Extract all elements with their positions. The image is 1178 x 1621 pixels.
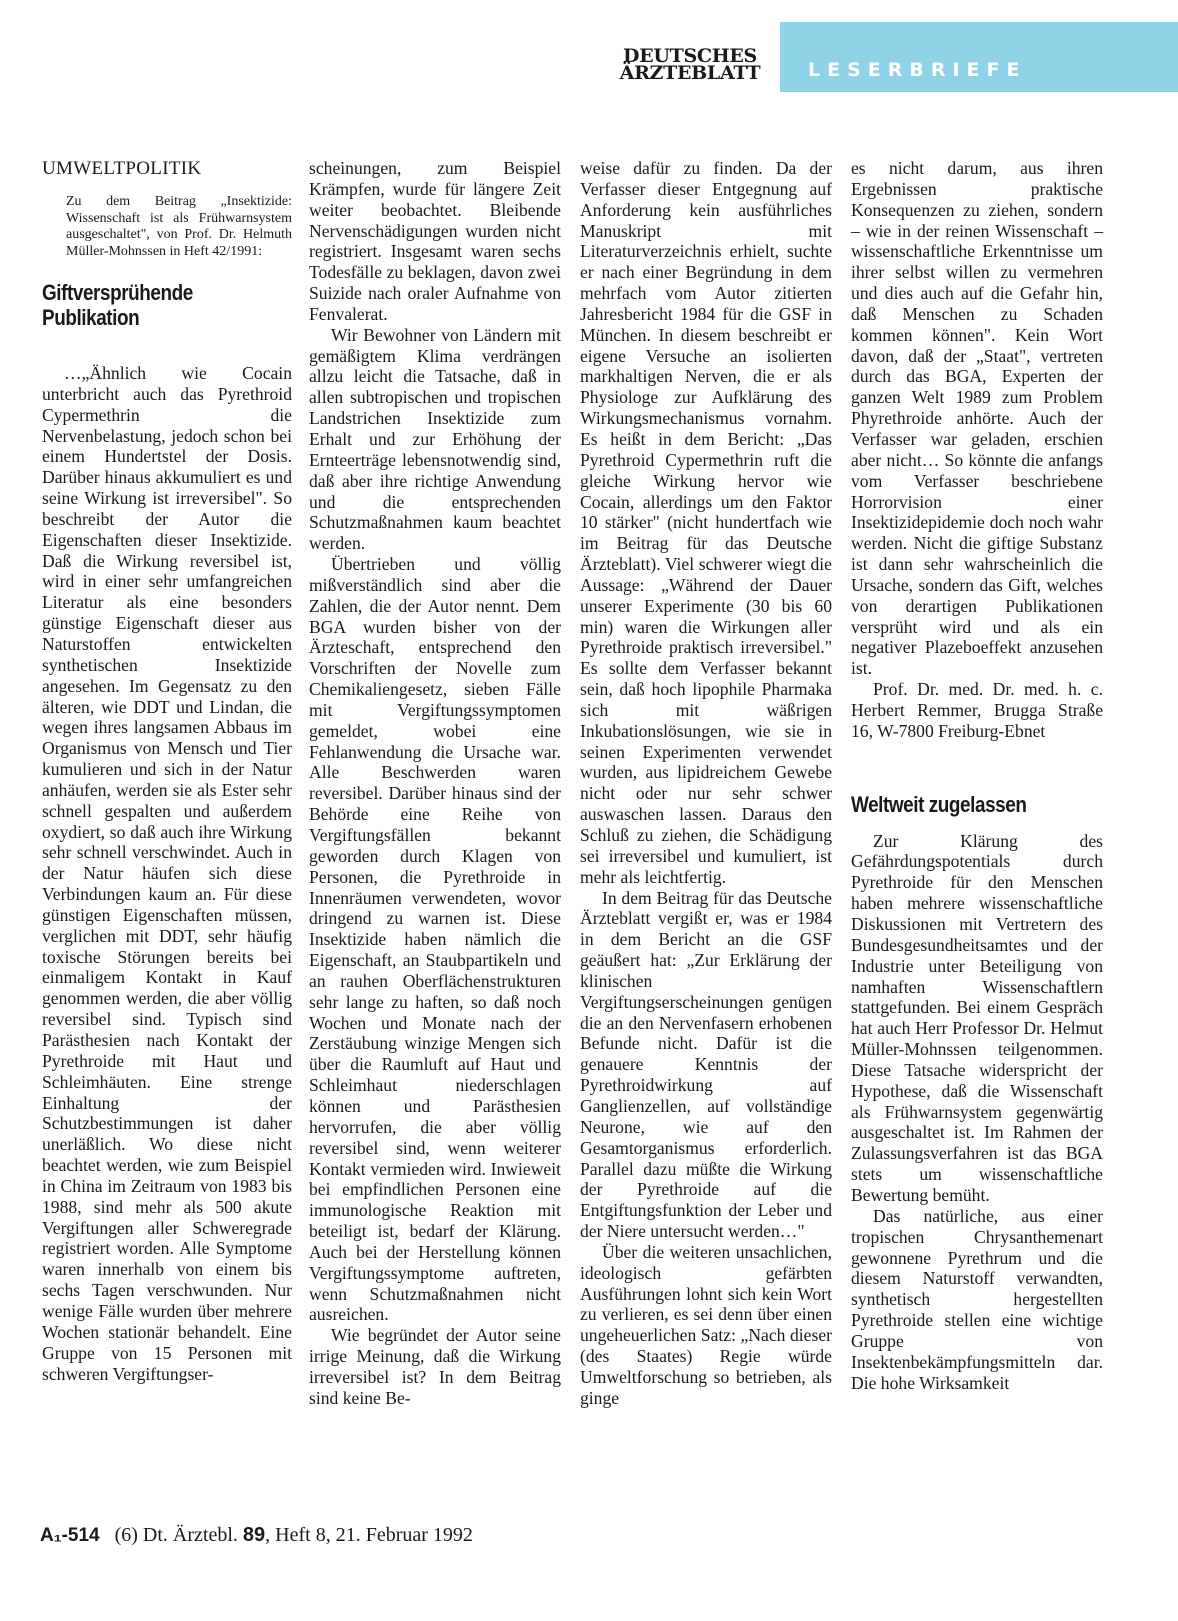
paragraph: Zur Klärung des Gefährdungspotentials durch Pyrethroide für den Menschen haben mehrere wissenschaftliche Diskussionen mit Vertretern des Bundesgesundheitsamtes und der Industrie unter Beteiligung von namhaften Wissenschaftlern stattgefunden. Bei einem Gespräch hat auch Herr Professor Dr. Helmut Müller-Mohnssen teilgenommen. Diese Tatsache widerspricht der Hypothese, daß die Wissenschaft als Frühwarnsystem gegenwärtig ausgeschaltet ist. Im Rahmen der Zulassungsverfahren ist das BGA stets um wissenschaftliche Bewertung bemüht. bbox=[851, 830, 1103, 1205]
page-footer bbox=[40, 1524, 473, 1547]
column-1 bbox=[42, 158, 292, 1384]
author-signature: Prof. Dr. med. Dr. med. h. c. Herbert Remmer, Brugga Straße 16, W-7800 Freiburg-Ebnet bbox=[851, 679, 1103, 741]
paragraph: Übertrieben und völlig mißverständlich sind aber die Zahlen, die der Autor nennt. Dem BGA wurden bisher von der Ärzteschaft, entsprechend den Vorschriften der Novelle zum Chemikaliengesetz, sieben Fälle mit Vergiftungssymptomen gemeldet, wobei eine Fehlanwendung die Ursache war. Alle Beschwerden waren reversibel. Darüber hinaus sind der Behörde eine Reihe von Vergiftungsfällen bekannt geworden durch Klagen von Personen, die Pyrethroide in Innenräumen verwendeten, wovor dringend zu warnen ist. Diese Insektizide haben nämlich die Eigenschaft, an Staubpartikeln und an rauhen Oberflächenstrukturen sehr lange zu haften, so daß noch Wochen und Monate nach der Zerstäubung winzige Mengen sich über die Raumluft auf Haut und Schleimhaut niederschlagen können und Parästhesien hervorrufen, die aber völlig reversibel sind, wenn weiterer Kontakt vermieden wird. Inwieweit bei empfindlichen Personen eine immunologische Reaktion mit beteiligt ist, bedarf der Klärung. Auch bei der Herstellung können Vergiftungssymptome auftreten, wenn Schutzmaßnahmen nicht ausreichen. bbox=[309, 554, 561, 1325]
issue-suffix: , Heft 8, 21. Februar 1992 bbox=[265, 1524, 473, 1546]
letter-headline-1: Giftversprühende Publikation bbox=[42, 280, 193, 330]
section-tab bbox=[780, 22, 1178, 92]
paragraph: …„Ähnlich wie Cocain unterbricht auch das Pyrethroid Cypermethrin die Nervenbelastung, jedoch schon bei einem Hundertstel der Dosis. Darüber hinaus akkumuliert es und seine Wirkung ist irreversibel". So beschreibt der Autor die Eigenschaften dieser Insektizide. Daß die Wirkung reversibel ist, wird in einer sehr umfangreichen Literatur als eine besonders günstige Eigenschaft dieser aus Naturstoffen entwickelten synthetischen Insektizide angesehen. Im Gegensatz zu den älteren, wie DDT und Lindan, die wegen ihres langsamen Abbaus im Organismus von Mensch und Tier kumulieren und sich in der Natur anhäufen, werden sie als Ester sehr schnell gespalten und außerdem oxydiert, so daß auch ihre Wirkung sehr schnell verschwindet. Auch in der Natur häufen sich diese Verbindungen kaum an. Für diese günstigen Eigenschaften müssen, verglichen mit DDT, sehr häufig toxische Störungen bereits bei einmaligem Kontakt in Kauf genommen werden, die aber völlig reversibel sind. Typisch sind Parästhesien nach Kontakt der Pyrethroide mit Haut und Schleimhäuten. Eine strenge Einhaltung der Schutzbestimmungen ist daher unerläßlich. Wo diese nicht beachtet werden, wie zum Beispiel in China im Zeitraum von 1983 bis 1988, sind mehr als 500 akute Vergiftungen aller Schweregrade registriert worden. Alle Symptome waren innerhalb von einem bis sechs Tagen verschwunden. Nur wenige Fälle wurden über mehrere Wochen stationär behandelt. Eine Gruppe von 15 Personen mit schweren Vergiftungser- bbox=[42, 363, 292, 1384]
paragraph: es nicht darum, aus ihren Ergebnissen praktische Konsequenzen zu ziehen, sondern – wie in der reinen Wissenschaft – wissenschaftliche Erkenntnisse um ihrer selbst willen zu vermehren und dies auch auf die Gefahr hin, daß Menschen zu Schaden kommen können". Kein Wort davon, daß der „Staat", vertreten durch das BGA, Experten der ganzen Welt 1989 zum Problem Phyrethroide anhörte. Auch der Verfasser war geladen, erschien aber nicht… So könnte die anfangs vom Verfasser beschriebene Horrorvision einer Insektizidepidemie doch noch wahr werden. Nicht die giftige Substanz ist dann sehr wahrscheinlich die Ursache, sondern das Gift, welches von derartigen Publikationen versprüht wird und als ein negativer Plazeboeffekt anzusehen ist. bbox=[851, 158, 1103, 679]
column-2 bbox=[309, 158, 561, 1409]
paragraph: In dem Beitrag für das Deutsche Ärzteblatt vergißt er, was er 1984 in dem Bericht an die GSF geäußert hat: „Zur Erklärung der klinischen Vergiftungserscheinungen genügen die an den Nervenfasern erhobenen Befunde nicht. Dafür ist die genauere Kenntnis der Pyrethroidwirkung auf Ganglienzellen, auf vollständige Neurone, wie auf den Gesamtorganismus erforderlich. Parallel dazu müßte die Wirkung der Pyrethroide auf die Entgiftungsfunktion der Leber und der Niere untersucht werden…" bbox=[580, 887, 832, 1242]
masthead-line-1: DEUTSCHES bbox=[623, 45, 757, 67]
paragraph: Das natürliche, aus einer tropischen Chrysanthemenart gewonnene Pyrethrum und die diesem Naturstoff verwandten, synthetisch hergestellten Pyrethroide stellen eine wichtige Gruppe von Insektenbekämpfungsmitteln dar. Die hohe Wirksamkeit bbox=[851, 1205, 1103, 1393]
paragraph: weise dafür zu finden. Da der Verfasser dieser Entgegnung auf Anforderung kein ausführliches Manuskript mit Literaturverzeichnis erhielt, suchte er nach einer Begründung in dem mehrfach vom Autor zitierten Jahresbericht 1984 für die GSF in München. In diesem beschreibt er eigene Versuche an isolierten markhaltigen Nerven, die er als Physiologe zur Aufklärung des Wirkungsmechanismus vornahm. Es heißt in dem Bericht: „Das Pyrethroid Cypermethrin ruft die gleiche Wirkung hervor wie Cocain, allerdings um den Faktor 10 stärker" (nicht hundertfach wie im Beitrag für das Deutsche Ärzteblatt). Viel schwerer wiegt die Aussage: „Während der Dauer unserer Experimente (30 bis 60 min) waren die Wirkungen aller Pyrethroide praktisch irreversibel." Es sollte dem Verfasser bekannt sein, daß hoch lipophile Pharmaka sich mit wäßrigen Inkubationslösungen, wie sie in seinen Experimenten verwendet wurden, aus lipidreichem Gewebe nicht oder nur sehr schwer auswaschen lassen. Daraus den Schluß zu ziehen, die Schädigung sei irreversibel und kumuliert, ist mehr als leichtfertig. bbox=[580, 158, 832, 887]
masthead-line-2: ÄRZTEBLATT bbox=[619, 62, 761, 84]
journal-masthead bbox=[604, 45, 776, 84]
paragraph: Wie begründet der Autor seine irrige Meinung, daß die Wirkung irreversibel ist? In dem Beitrag sind keine Be- bbox=[309, 1325, 561, 1408]
paragraph: Über die weiteren unsachlichen, ideologisch gefärbten Ausführungen lohnt sich kein Wort zu verlieren, es sei denn über einen ungeheuerlichen Satz: „Nach dieser (des Staates) Regie würde Umweltforschung so betrieben, als ginge bbox=[580, 1241, 832, 1408]
page-number: A₁-514 bbox=[40, 1525, 100, 1546]
paragraph: Wir Bewohner von Ländern mit gemäßigtem Klima verdrängen allzu leicht die Tatsache, daß in allen subtropischen und tropischen Landstrichen Insektizide zum Erhalt und zur Erhöhung der Ernteerträge lebensnotwendig sind, daß aber ihre richtige Anwendung und die entsprechenden Schutzmaßnahmen kaum beachtet werden. bbox=[309, 324, 561, 554]
column-4 bbox=[851, 158, 1103, 1393]
article-reference: Zu dem Beitrag „Insektizide: Wissenschaft ist als Frühwarnsystem ausgeschaltet", von Prof. Dr. Helmuth Müller-Mohnssen in Heft 42/1991: bbox=[66, 194, 292, 259]
letter-headline-2: Weltweit zugelassen bbox=[851, 791, 1027, 817]
paragraph: scheinungen, zum Beispiel Krämpfen, wurde für längere Zeit weiter beobachtet. Bleibende Nervenschädigungen wurden nicht registriert. Insgesamt waren sechs Todesfälle zu beklagen, davon zwei Suizide nach oraler Aufnahme von Fenvalerat. bbox=[309, 158, 561, 324]
column-3 bbox=[580, 158, 832, 1409]
rubric-title: UMWELTPOLITIK bbox=[42, 158, 202, 179]
issue-prefix: (6) Dt. Ärztebl. bbox=[114, 1524, 238, 1546]
volume-number: 89 bbox=[242, 1524, 266, 1546]
section-label: LESERBRIEFE bbox=[808, 59, 1027, 81]
